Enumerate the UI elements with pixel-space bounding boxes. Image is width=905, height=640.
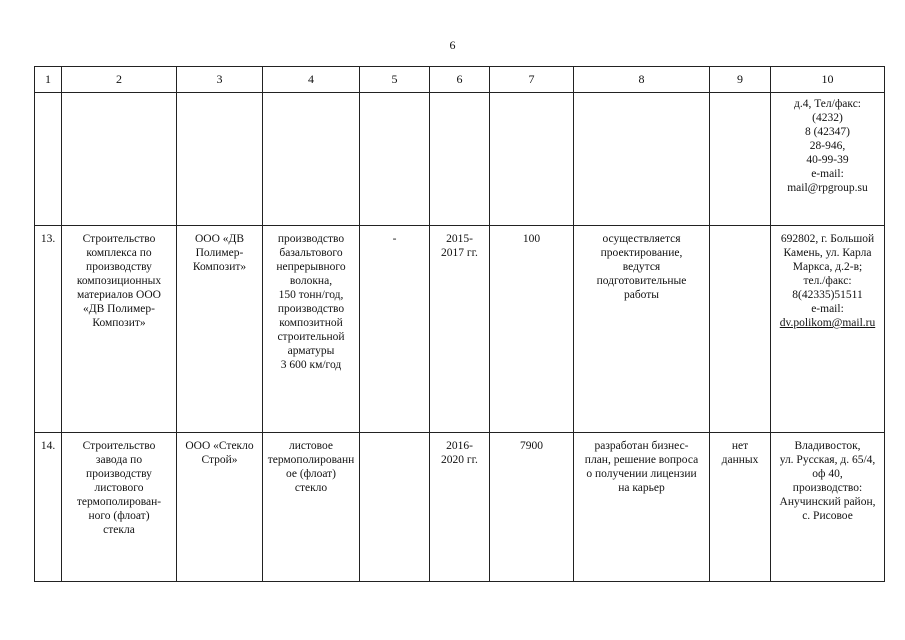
row-number: 13.: [35, 226, 62, 433]
empty-cell: [710, 93, 771, 226]
contact-cell: [771, 226, 885, 433]
table-row-continuation: [35, 93, 885, 226]
table-row: [35, 226, 885, 433]
text-line: 2020 гг.: [441, 454, 478, 466]
contact-line: (4232): [812, 112, 843, 124]
text-line: базальтового: [279, 247, 343, 259]
text-line: данных: [721, 454, 759, 466]
text-line: Композит»: [192, 261, 247, 273]
text-line: производству: [86, 261, 152, 273]
text-line: непрерывного: [276, 261, 346, 273]
contact-line: 692802, г. Большой: [780, 233, 875, 245]
contact-line: производство:: [792, 482, 863, 494]
text-line: стекла: [103, 524, 135, 536]
product-cell: [263, 433, 360, 582]
text-line: работы: [623, 289, 660, 301]
contact-line: 8(42335)51511: [792, 289, 863, 301]
amount-cell: 100: [490, 226, 574, 433]
column-header: 2: [62, 67, 177, 93]
contact-cell: [771, 93, 885, 226]
text-line: ного (флоат): [88, 510, 150, 522]
text-line: 2017 гг.: [441, 247, 478, 259]
column-header: 4: [263, 67, 360, 93]
text-line: ое (флоат): [285, 468, 336, 480]
text-line: ООО «Стекло: [185, 440, 254, 452]
empty-cell: [62, 93, 177, 226]
column-header: 10: [771, 67, 885, 93]
text-line: 3 600 км/год: [280, 359, 342, 371]
text-line: строительной: [277, 331, 345, 343]
contact-line: Владивосток,: [794, 440, 861, 452]
contact-line: e-mail:: [811, 168, 844, 180]
empty-cell: [574, 93, 710, 226]
text-line: стекло: [294, 482, 328, 494]
text-line: Полимер-: [195, 247, 244, 259]
text-line: термополированн: [267, 454, 355, 466]
text-line: на карьер: [618, 482, 665, 494]
text-line: арматуры: [287, 345, 335, 357]
text-line: завода по: [95, 454, 143, 466]
empty-cell: [263, 93, 360, 226]
text-line: осуществляется: [602, 233, 681, 245]
text-line: проектирование,: [600, 247, 683, 259]
contact-line: с. Рисовое: [802, 510, 853, 522]
contact-line: e-mail:: [811, 303, 844, 315]
page-number: 6: [449, 38, 456, 52]
text-line: план, решение вопроса: [584, 454, 699, 466]
product-cell: [263, 226, 360, 433]
contact-line: 8 (42347): [804, 126, 851, 138]
contact-line: оф 40,: [812, 468, 843, 480]
text-line: волокна,: [289, 275, 333, 287]
contact-line: Камень, ул. Карла: [783, 247, 872, 259]
text-line: производство: [277, 303, 345, 315]
project-name-cell: [62, 226, 177, 433]
text-line: производству: [86, 468, 152, 480]
text-line: о получении лицензии: [586, 468, 697, 480]
col5-cell: [360, 433, 430, 582]
column-header: 6: [430, 67, 490, 93]
contact-line: ул. Русская, д. 65/4,: [779, 454, 876, 466]
text-line: комплекса по: [86, 247, 152, 259]
text-line: подготовительные: [596, 275, 687, 287]
contact-line: 40-99-39: [806, 154, 849, 166]
empty-cell: [360, 93, 430, 226]
period-cell: [430, 226, 490, 433]
period-cell: [430, 433, 490, 582]
text-line: термополирован-: [76, 496, 162, 508]
project-name-cell: [62, 433, 177, 582]
contact-cell: [771, 433, 885, 582]
column-header: 9: [710, 67, 771, 93]
column-header: 8: [574, 67, 710, 93]
column-header: 5: [360, 67, 430, 93]
company-cell: [177, 226, 263, 433]
text-line: Строительство: [82, 440, 156, 452]
col5-cell: -: [360, 226, 430, 433]
text-line: 2015-: [446, 233, 473, 245]
email-link[interactable]: mail@rpgroup.su: [787, 182, 868, 194]
text-line: композиционных: [76, 275, 162, 287]
contact-line: Анучинский район,: [779, 496, 876, 508]
text-line: разработан бизнес-: [594, 440, 689, 452]
text-line: листового: [94, 482, 144, 494]
text-line: производство: [277, 233, 345, 245]
contact-line: Маркса, д.2-в;: [792, 261, 863, 273]
row-number: 14.: [35, 433, 62, 582]
contact-line: д.4, Тел/факс:: [793, 98, 861, 110]
contact-line: 28-946,: [809, 140, 846, 152]
table-row: [35, 433, 885, 582]
text-line: 2016-: [446, 440, 473, 452]
header-row: [35, 67, 885, 93]
contact-line: тел./факс:: [803, 275, 852, 287]
column-header: 7: [490, 67, 574, 93]
text-line: листовое: [289, 440, 333, 452]
text-line: Строй»: [201, 454, 238, 466]
empty-cell: [490, 93, 574, 226]
empty-cell: [430, 93, 490, 226]
text-line: ведутся: [622, 261, 661, 273]
column-header: 3: [177, 67, 263, 93]
text-line: нет: [731, 440, 749, 452]
column-header: 1: [35, 67, 62, 93]
empty-cell: [35, 93, 62, 226]
email-link[interactable]: dv.polikom@mail.ru: [779, 317, 876, 329]
text-line: Строительство: [82, 233, 156, 245]
text-line: 150 тонн/год,: [278, 289, 344, 301]
col9-cell: [710, 433, 771, 582]
company-cell: [177, 433, 263, 582]
empty-cell: [177, 93, 263, 226]
text-line: «ДВ Полимер-: [83, 303, 155, 315]
text-line: композитной: [279, 317, 343, 329]
text-line: ООО «ДВ: [194, 233, 245, 245]
status-cell: [574, 433, 710, 582]
text-line: материалов ООО: [77, 289, 161, 301]
projects-table: [34, 66, 885, 582]
amount-cell: 7900: [490, 433, 574, 582]
col9-cell: [710, 226, 771, 433]
text-line: Композит»: [92, 317, 146, 329]
status-cell: [574, 226, 710, 433]
